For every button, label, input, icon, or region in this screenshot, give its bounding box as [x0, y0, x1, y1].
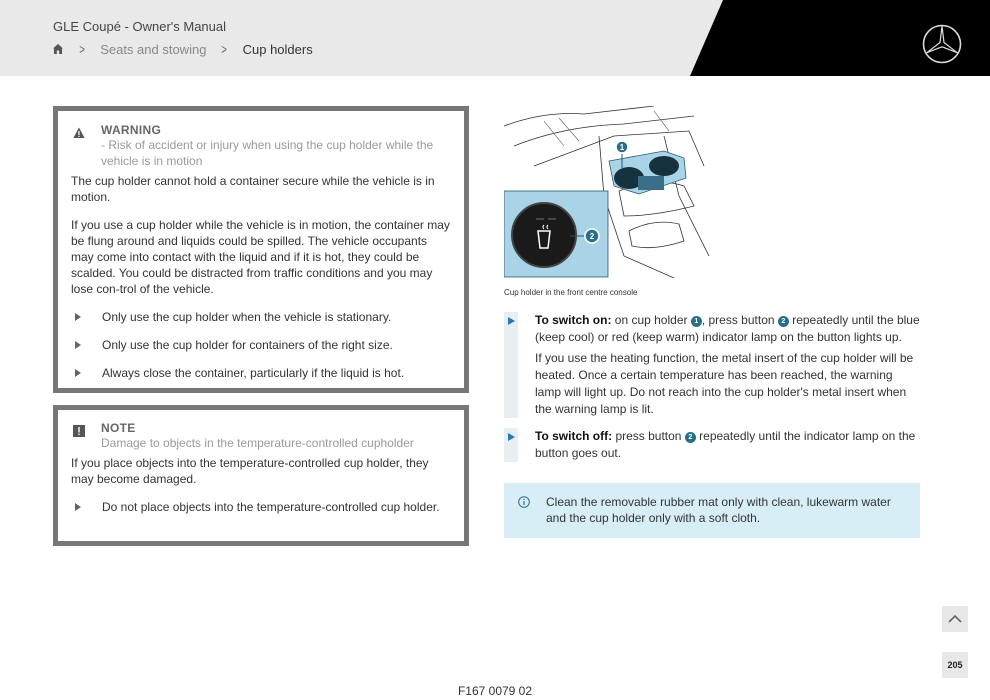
callout-badge: 2 — [778, 316, 789, 327]
brand-star-logo — [921, 23, 963, 65]
step-text-part: , press button — [701, 313, 778, 327]
callout-2: 2 — [589, 232, 595, 241]
step-text — [535, 428, 920, 462]
step-switch-off — [504, 428, 920, 462]
step-text-part: press button — [612, 429, 685, 443]
note-box — [53, 405, 469, 546]
exclamation-icon — [73, 425, 85, 437]
info-text: Clean the removable rubber mat only with clean, lukewarm water and the cup holder only with a soft cloth. — [546, 495, 891, 525]
info-icon — [518, 496, 530, 508]
callout-1: 1 — [619, 143, 625, 152]
list-item-text: Do not place objects into the temperature-controlled cup holder. — [102, 500, 440, 514]
note-header — [71, 421, 451, 451]
chevron-right-icon: > — [79, 41, 85, 57]
warning-subtitle: - Risk of accident or injury when using the cup holder while the vehicle is in motion — [101, 138, 434, 168]
chevron-right-icon: > — [221, 41, 228, 57]
callout-badge: 2 — [685, 432, 696, 443]
instruction-steps — [504, 312, 920, 462]
info-box — [504, 483, 920, 538]
list-item — [71, 499, 451, 515]
list-item-text: Only use the cup holder for containers of the right size. — [102, 338, 393, 352]
step-bar — [504, 312, 518, 418]
scroll-to-top-button[interactable] — [942, 606, 968, 632]
warning-title: WARNING — [101, 123, 162, 137]
note-title: NOTE — [101, 421, 136, 435]
list-item-text: Only use the cup holder when the vehicle is stationary. — [102, 310, 392, 324]
step-text-part: repeatedly until the indicator lamp on the button goes out. — [535, 429, 916, 460]
warning-paragraph: If you use a cup holder while the vehicle is in motion, the container may be flung around and liquids could be spilled. The vehicle occupants may come into contact with the liquid and if it is hot, they could be scalded. You could be distracted from traffic conditions and you may lose con-trol of the vehicle. — [71, 218, 450, 296]
warning-box — [53, 106, 469, 393]
app-title: GLE Coupé - Owner's Manual — [53, 19, 227, 34]
page-number-button[interactable]: 205 — [942, 652, 968, 678]
list-item — [71, 337, 451, 353]
breadcrumb — [52, 41, 313, 57]
step-extra-text: If you use the heating function, the metal insert of the cup holder will be heated. Once a certain temperature has been reached, the warning lamp will light up. Do not reach into the cup holder's metal insert when the warning lamp is lit. — [535, 351, 914, 416]
bullet-arrow-icon — [75, 503, 81, 511]
warning-triangle-icon — [73, 127, 85, 139]
warning-header — [71, 123, 451, 169]
bullet-arrow-icon — [75, 313, 81, 321]
breadcrumb-seats-and-stowing[interactable]: Seats and stowing — [100, 41, 207, 57]
step-text-part: repeatedly until the blue (keep cool) or red (keep warm) indicator lamp on the button lights up. — [535, 313, 920, 344]
home-icon[interactable] — [52, 43, 64, 55]
bullet-arrow-icon — [75, 341, 81, 349]
step-text-part: on cup holder — [611, 313, 691, 327]
warning-paragraph: The cup holder cannot hold a container secure while the vehicle is in motion. — [71, 174, 435, 204]
breadcrumb-cup-holders: Cup holders — [242, 41, 313, 57]
figure-caption: Cup holder in the front centre console — [504, 288, 638, 297]
step-switch-on — [504, 312, 920, 418]
note-subtitle: Damage to objects in the temperature-controlled cupholder — [101, 436, 414, 450]
callout-badge: 1 — [691, 316, 702, 327]
step-label: To switch on: — [535, 313, 612, 327]
step-arrow-icon — [508, 433, 515, 441]
list-item — [71, 365, 451, 381]
bullet-arrow-icon — [75, 369, 81, 377]
image-reference-code: F167 0079 02 — [457, 684, 533, 698]
chevron-up-icon — [942, 606, 968, 632]
step-label: To switch off: — [535, 429, 613, 443]
note-paragraph: If you place objects into the temperature-controlled cup holder, they may become damaged. — [71, 456, 429, 486]
list-item — [71, 309, 451, 325]
cup-holder-illustration — [504, 106, 712, 278]
list-item-text: Always close the container, particularly if the liquid is hot. — [102, 366, 405, 380]
step-text — [535, 312, 920, 346]
step-arrow-icon — [508, 317, 515, 325]
